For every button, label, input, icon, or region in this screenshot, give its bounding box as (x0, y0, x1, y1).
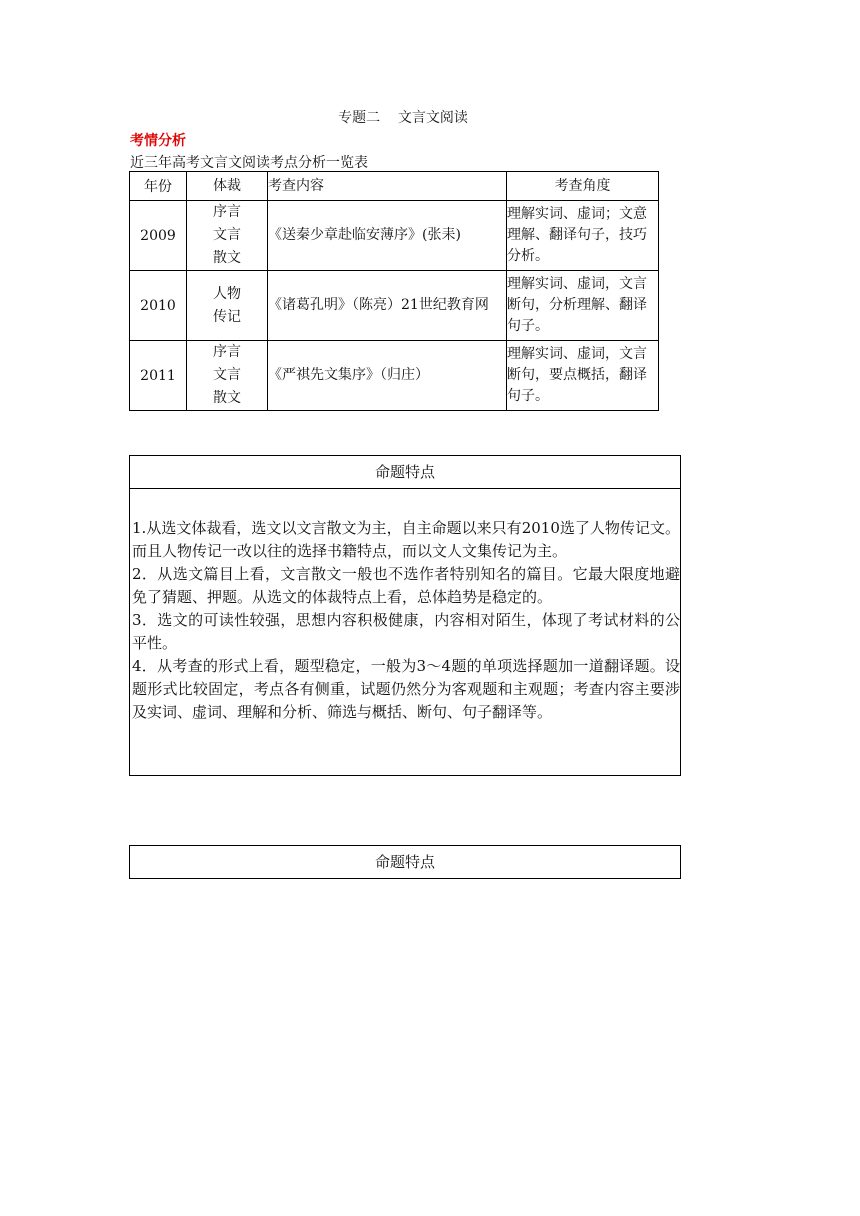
feature-point: 1.从选文体裁看，选文以文言散文为主，自主命题以来只有2010选了人物传记文。而且人物传记一改以往的选择书籍特点，而以文人文集传记为主。 (132, 519, 680, 560)
features-box (129, 455, 681, 776)
year-cell: 2010 (130, 271, 187, 341)
angle-cell: 理解实词、虚词；文意理解、翻译句子，技巧分析。 (507, 201, 659, 271)
genre-line: 传记 (213, 308, 241, 325)
genre-line: 散文 (213, 250, 241, 266)
content-cell: 《严祺先文集序》（归庄） (268, 341, 507, 411)
page-title: 专题二 文言文阅读 (338, 110, 468, 126)
table-row (130, 201, 659, 271)
angle-cell: 理解实词、虚词，文言断句，要点概括，翻译句子。 (507, 341, 659, 411)
feature-point: 3．选文的可读性较强，思想内容积极健康，内容相对陌生，体现了考试材料的公平性。 (132, 611, 680, 652)
genre-cell (187, 201, 268, 271)
features-body (130, 489, 680, 724)
header-year: 年份 (130, 172, 187, 201)
header-genre: 体裁 (187, 172, 268, 201)
header-content: 考查内容 (268, 172, 507, 201)
table-header-row (130, 172, 659, 201)
content-cell: 《诸葛孔明》（陈亮）21世纪教育网 (268, 271, 507, 341)
content-cell: 《送秦少章赴临安薄序》(张耒) (268, 201, 507, 271)
angle-cell: 理解实词、虚词，文言断句，分析理解、翻译句子。 (507, 271, 659, 341)
genre-line: 文言 (213, 227, 241, 243)
features-box-2 (129, 845, 681, 879)
genre-line: 序言 (213, 204, 241, 220)
features-heading-2: 命题特点 (374, 853, 435, 871)
header-angle: 考查角度 (507, 172, 659, 201)
genre-line: 人物 (213, 285, 241, 302)
table-row (130, 341, 659, 411)
genre-cell (187, 341, 268, 411)
table-caption: 近三年高考文言文阅读考点分析一览表 (130, 155, 368, 171)
genre-cell (187, 271, 268, 341)
features-heading: 命题特点 (130, 456, 680, 489)
table-row (130, 271, 659, 341)
feature-point: 2．从选文篇目上看，文言散文一般也不选作者特别知名的篇目。它最大限度地避免了猜题、押题。从选文的体裁特点上看，总体趋势是稳定的。 (132, 565, 680, 606)
genre-line: 文言 (213, 367, 241, 383)
year-cell: 2011 (130, 341, 187, 411)
genre-line: 序言 (213, 344, 241, 360)
genre-line: 散文 (213, 390, 241, 406)
exam-analysis-table (129, 171, 659, 411)
feature-point: 4．从考查的形式上看，题型稳定，一般为3～4题的单项选择题加一道翻译题。设题形式比较固定，考点各有侧重，试题仍然分为客观题和主观题；考查内容主要涉及实词、虚词、理解和分析、筛选与概括、断句、句子翻译等。 (132, 657, 680, 721)
year-cell: 2009 (130, 201, 187, 271)
section-heading: 考情分析 (130, 133, 186, 149)
